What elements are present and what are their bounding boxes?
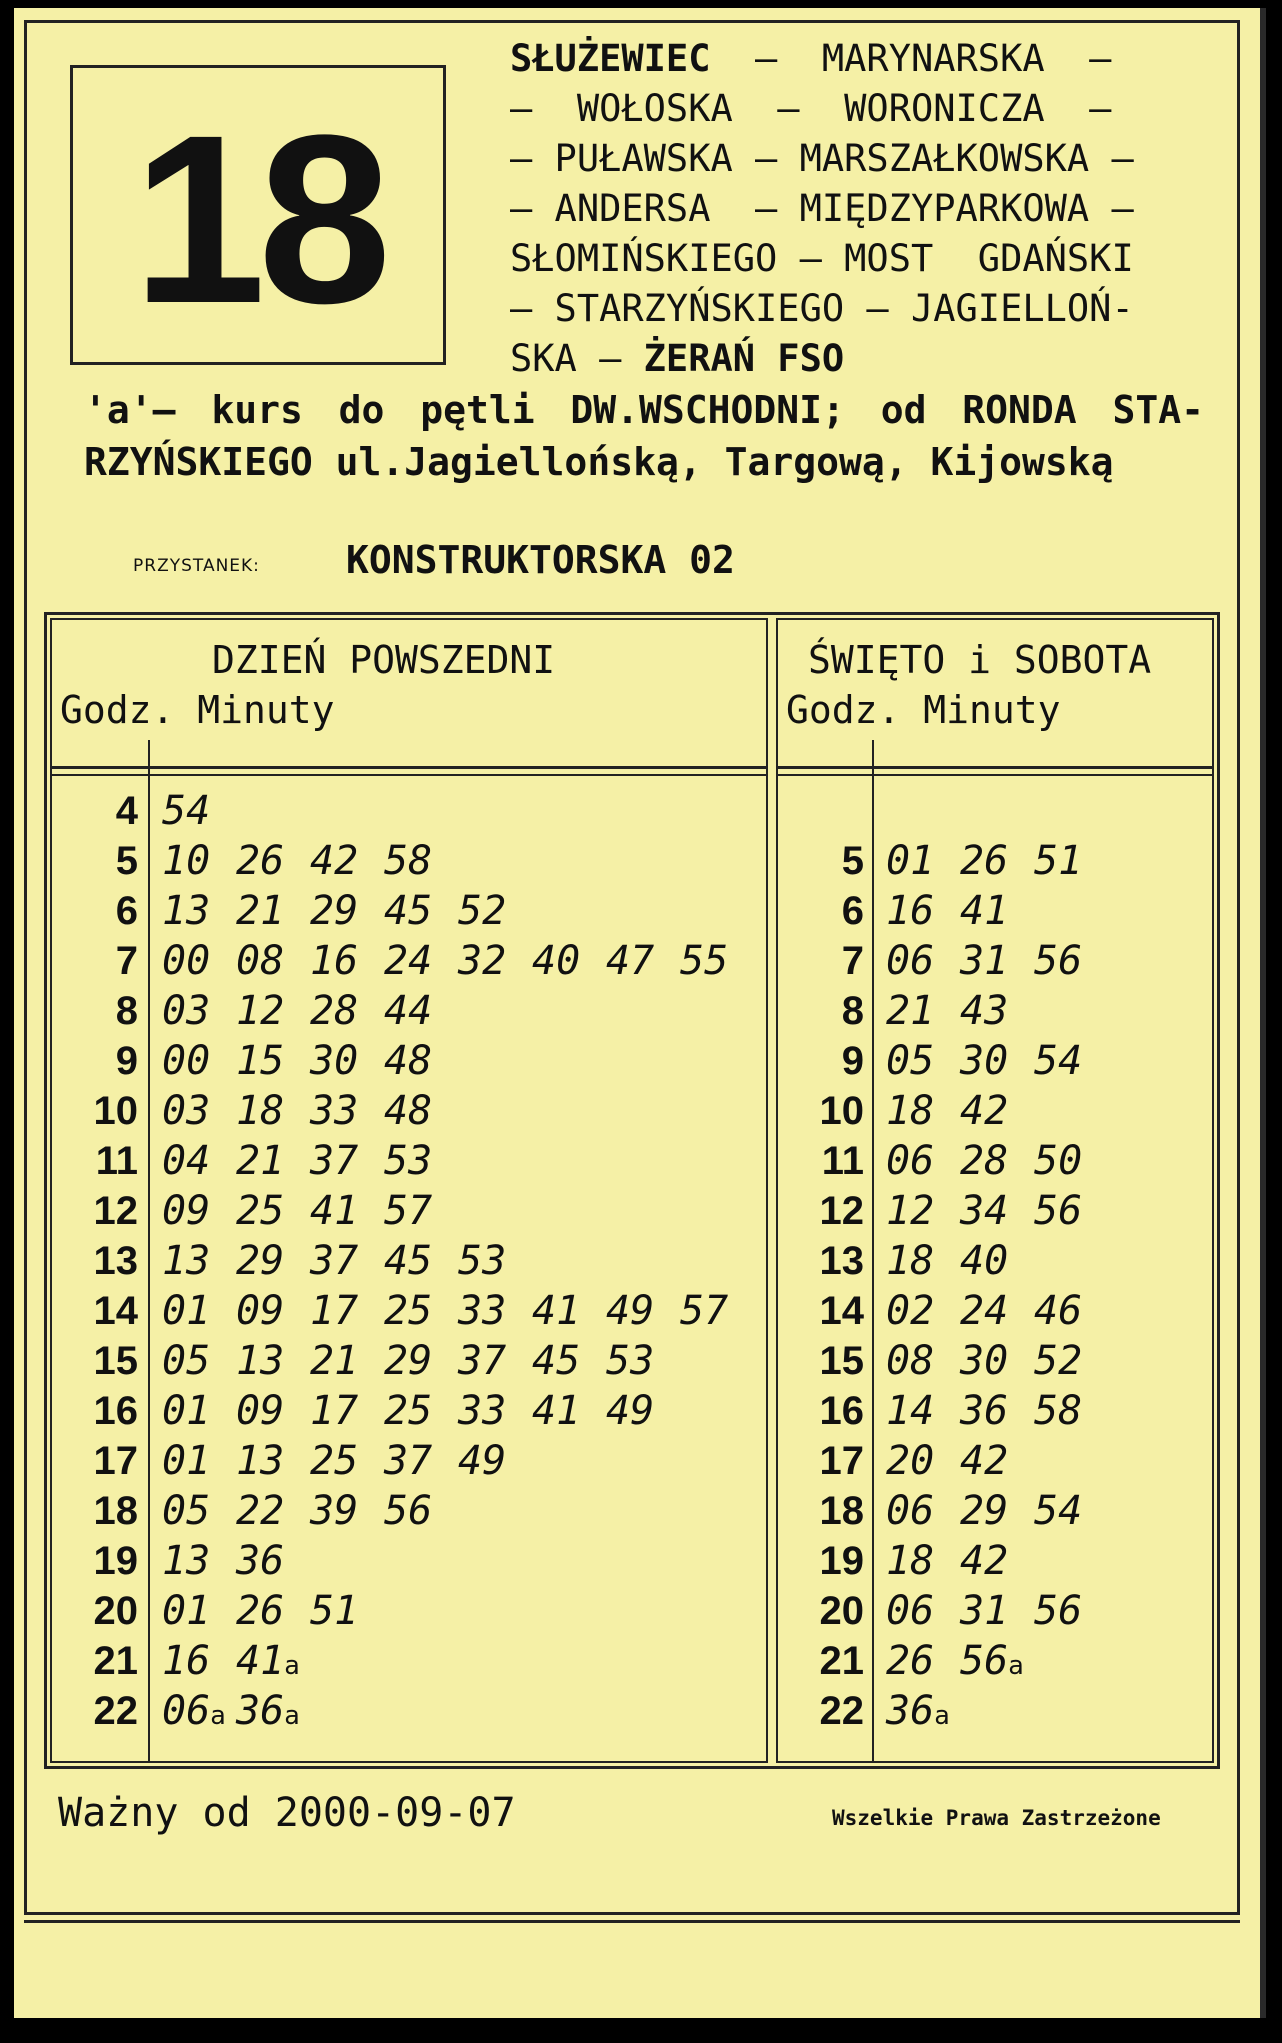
timetable-row	[778, 1034, 1212, 1084]
departure-minute: 26	[236, 1588, 285, 1634]
departure-minute: 06	[886, 1138, 935, 1184]
hour-cell: 15	[819, 1339, 864, 1383]
hour-cell: 12	[819, 1189, 864, 1233]
departure-minute: 05	[886, 1038, 935, 1084]
timetable-row	[778, 1334, 1212, 1384]
departure-minute: 42	[960, 1538, 1009, 1584]
minutes-cell	[886, 1286, 1108, 1336]
departure-minute: 30	[310, 1038, 359, 1084]
departure-minute: 21	[236, 1138, 285, 1184]
timetable-row	[52, 1634, 766, 1684]
rights-notice: Wszelkie Prawa Zastrzeżone	[832, 1806, 1161, 1830]
hour-cell: 10	[93, 1089, 138, 1133]
departure-minute: 09	[236, 1388, 285, 1434]
hour-cell: 18	[93, 1489, 138, 1533]
holiday-subheader: Godz. Minuty	[786, 688, 1061, 732]
departure-minute: 36a	[236, 1688, 300, 1734]
departure-minute: 42	[960, 1438, 1009, 1484]
route-line: SŁOMIŃSKIEGO – MOST GDAŃSKI	[510, 237, 1134, 280]
hour-cell: 18	[819, 1489, 864, 1533]
timetable-row	[778, 1534, 1212, 1584]
minutes-cell	[886, 1336, 1108, 1386]
departure-minute: 28	[960, 1138, 1009, 1184]
departure-minute: 47	[606, 938, 655, 984]
departure-minute: 13	[162, 1538, 211, 1584]
sheet-bottom-line	[24, 1920, 1240, 1923]
route-line: – PUŁAWSKA – MARSZAŁKOWSKA –	[510, 137, 1134, 180]
departure-minute: 56	[1034, 1588, 1083, 1634]
minutes-cell	[162, 1536, 310, 1586]
minutes-cell	[886, 1086, 1034, 1136]
departure-minute: 00	[162, 938, 211, 984]
timetable-row	[52, 1134, 766, 1184]
minutes-cell	[886, 886, 1034, 936]
departure-minute: 08	[886, 1338, 935, 1384]
timetable-row	[52, 1534, 766, 1584]
timetable-row	[52, 984, 766, 1034]
departure-minute: 36	[960, 1388, 1009, 1434]
timetable-row	[52, 1184, 766, 1234]
departure-minute: 26	[236, 838, 285, 884]
departure-minute: 26	[960, 838, 1009, 884]
departure-minute: 31	[960, 938, 1009, 984]
departure-minute: 46	[1034, 1288, 1083, 1334]
departure-minute: 41	[960, 888, 1009, 934]
timetable-row	[778, 834, 1212, 884]
departure-minute: 51	[1034, 838, 1083, 884]
minutes-cell	[162, 1286, 754, 1336]
hour-cell: 7	[841, 939, 864, 983]
header-divider	[778, 774, 1212, 776]
departure-minute: 12	[886, 1188, 935, 1234]
departure-minute: 49	[606, 1388, 655, 1434]
departure-minute: 41	[310, 1188, 359, 1234]
route-number-box	[70, 65, 446, 365]
hour-cell: 22	[93, 1689, 138, 1733]
departure-minute: 01	[162, 1388, 211, 1434]
timetable-row	[52, 1384, 766, 1434]
departure-minute: 01	[162, 1288, 211, 1334]
timetable-row	[778, 1084, 1212, 1134]
departure-minute: 41	[532, 1388, 581, 1434]
departure-minute: 42	[310, 838, 359, 884]
timetable-row	[52, 1684, 766, 1734]
departure-minute: 56	[1034, 938, 1083, 984]
departure-minute: 17	[310, 1288, 359, 1334]
hour-cell: 5	[841, 839, 864, 883]
timetable-row	[778, 1184, 1212, 1234]
departure-minute: 28	[310, 988, 359, 1034]
departure-minute: 10	[162, 838, 211, 884]
departure-minute: 36	[236, 1538, 285, 1584]
departure-minute: 41a	[236, 1638, 300, 1684]
minutes-cell	[162, 1336, 680, 1386]
minutes-cell	[162, 886, 532, 936]
departure-minute: 21	[236, 888, 285, 934]
departure-minute: 34	[960, 1188, 1009, 1234]
minutes-cell	[886, 1636, 1034, 1691]
minutes-cell	[162, 836, 458, 886]
departure-minute: 50	[1034, 1138, 1083, 1184]
departure-minute: 56	[1034, 1188, 1083, 1234]
hour-cell: 8	[841, 989, 864, 1033]
hour-cell: 19	[819, 1539, 864, 1583]
timetable-row	[778, 1634, 1212, 1684]
route-line: SŁUŻEWIEC – MARYNARSKA –	[510, 37, 1112, 80]
hour-cell: 6	[115, 889, 138, 933]
timetable-row	[52, 1034, 766, 1084]
header-divider	[52, 774, 766, 776]
departure-minute: 06	[886, 1488, 935, 1534]
hour-cell: 11	[821, 1139, 864, 1183]
minutes-cell	[886, 836, 1108, 886]
departure-minute: 03	[162, 988, 211, 1034]
timetable-row	[52, 1484, 766, 1534]
departure-minute: 32	[458, 938, 507, 984]
departure-minute: 53	[458, 1238, 507, 1284]
minutes-cell	[886, 1386, 1108, 1436]
holiday-title: ŚWIĘTO i SOBOTA	[808, 638, 1152, 682]
departure-minute: 33	[310, 1088, 359, 1134]
departure-minute: 24	[384, 938, 433, 984]
departure-minute: 13	[162, 1238, 211, 1284]
departure-minute: 36a	[886, 1688, 950, 1734]
departure-minute: 21	[310, 1338, 359, 1384]
minutes-cell	[162, 1386, 680, 1436]
departure-minute: 48	[384, 1038, 433, 1084]
departure-minute: 37	[310, 1238, 359, 1284]
departure-minute: 13	[236, 1438, 285, 1484]
minutes-cell	[162, 1036, 458, 1086]
departure-minute: 20	[886, 1438, 935, 1484]
timetable-row	[52, 784, 766, 834]
minutes-cell	[162, 1436, 532, 1486]
departure-minute: 56	[384, 1488, 433, 1534]
hour-cell: 8	[115, 989, 138, 1033]
departure-minute: 21	[886, 988, 935, 1034]
timetable-row	[52, 1584, 766, 1634]
route-description	[510, 34, 1210, 384]
departure-minute: 05	[162, 1488, 211, 1534]
departure-minute: 09	[236, 1288, 285, 1334]
departure-minute: 31	[960, 1588, 1009, 1634]
minutes-cell	[886, 1486, 1108, 1536]
timetable-row	[778, 984, 1212, 1034]
departure-minute: 16	[886, 888, 935, 934]
minutes-cell	[162, 1636, 310, 1691]
departure-minute: 45	[384, 888, 433, 934]
hour-cell: 21	[819, 1639, 864, 1683]
hour-cell: 20	[819, 1589, 864, 1633]
departure-minute: 25	[236, 1188, 285, 1234]
departure-minute: 45	[384, 1238, 433, 1284]
departure-minute: 01	[162, 1438, 211, 1484]
minutes-cell	[886, 1536, 1034, 1586]
hour-cell: 20	[93, 1589, 138, 1633]
hour-cell: 5	[115, 839, 138, 883]
departure-minute: 25	[384, 1288, 433, 1334]
departure-minute: 45	[532, 1338, 581, 1384]
timetable-row	[52, 834, 766, 884]
departure-minute: 16	[162, 1638, 211, 1684]
timetable-row	[778, 1234, 1212, 1284]
holiday-rows	[778, 784, 1212, 1734]
departure-minute: 54	[162, 788, 211, 834]
minutes-cell	[886, 1236, 1034, 1286]
departure-minute: 16	[310, 938, 359, 984]
minutes-cell	[162, 1686, 310, 1741]
departure-minute: 14	[886, 1388, 935, 1434]
hour-cell: 16	[93, 1389, 138, 1433]
departure-minute: 05	[162, 1338, 211, 1384]
timetable-row	[778, 784, 1212, 834]
departure-minute: 49	[458, 1438, 507, 1484]
hour-cell: 13	[93, 1239, 138, 1283]
departure-minute: 15	[236, 1038, 285, 1084]
departure-minute: 09	[162, 1188, 211, 1234]
route-line: SKA – ŻERAŃ FSO	[510, 337, 845, 380]
departure-minute: 33	[458, 1388, 507, 1434]
hour-cell: 17	[93, 1439, 138, 1483]
hour-cell: 7	[115, 939, 138, 983]
departure-minute: 54	[1034, 1488, 1083, 1534]
departure-minute: 24	[960, 1288, 1009, 1334]
departure-minute: 51	[310, 1588, 359, 1634]
route-note-line-1: 'a'– kurs do pętli DW.WSCHODNI; od RONDA STA-	[84, 388, 1204, 432]
departure-minute: 44	[384, 988, 433, 1034]
departure-minute: 13	[236, 1338, 285, 1384]
minutes-cell	[886, 1136, 1108, 1186]
timetable-row	[778, 1384, 1212, 1434]
hour-cell: 19	[93, 1539, 138, 1583]
departure-minute: 06	[886, 1588, 935, 1634]
header-divider	[778, 766, 1212, 769]
weekday-title: DZIEŃ POWSZEDNI	[212, 638, 556, 682]
minutes-cell	[886, 1436, 1034, 1486]
timetable-row	[778, 1684, 1212, 1734]
minutes-cell	[886, 1036, 1108, 1086]
weekday-rows	[52, 784, 766, 1734]
hour-cell: 12	[93, 1189, 138, 1233]
departure-minute: 01	[886, 838, 935, 884]
departure-minute: 48	[384, 1088, 433, 1134]
departure-minute: 26	[886, 1638, 935, 1684]
timetable-row	[52, 1334, 766, 1384]
departure-minute: 18	[886, 1538, 935, 1584]
departure-minute: 13	[162, 888, 211, 934]
departure-minute: 00	[162, 1038, 211, 1084]
departure-minute: 57	[680, 1288, 729, 1334]
departure-minute: 43	[960, 988, 1009, 1034]
minutes-cell	[886, 1686, 960, 1741]
minutes-cell	[886, 986, 1034, 1036]
hour-cell: 4	[115, 789, 138, 833]
departure-minute: 40	[960, 1238, 1009, 1284]
hour-cell: 9	[115, 1039, 138, 1083]
hour-cell: 14	[93, 1289, 138, 1333]
departure-minute: 29	[960, 1488, 1009, 1534]
departure-minute: 29	[384, 1338, 433, 1384]
timetable-row	[778, 1484, 1212, 1534]
minutes-cell	[162, 786, 236, 836]
departure-minute: 18	[886, 1238, 935, 1284]
departure-minute: 06a	[162, 1688, 226, 1734]
departure-minute: 04	[162, 1138, 211, 1184]
departure-minute: 49	[606, 1288, 655, 1334]
departure-minute: 54	[1034, 1038, 1083, 1084]
minutes-cell	[886, 936, 1108, 986]
minutes-cell	[886, 1186, 1108, 1236]
minutes-cell	[162, 1136, 458, 1186]
departure-minute: 58	[384, 838, 433, 884]
departure-minute: 53	[384, 1138, 433, 1184]
timetable-row	[52, 934, 766, 984]
route-line: – STARZYŃSKIEGO – JAGIELLOŃ-	[510, 287, 1134, 330]
departure-minute: 30	[960, 1038, 1009, 1084]
timetable-row	[52, 884, 766, 934]
stop-label: PRZYSTANEK:	[133, 556, 260, 576]
timetable-row	[778, 1584, 1212, 1634]
departure-minute: 52	[458, 888, 507, 934]
header-divider	[52, 766, 766, 769]
departure-minute: 25	[384, 1388, 433, 1434]
route-note-line-2: RZYŃSKIEGO ul.Jagiellońską, Targową, Kijowską	[84, 440, 1114, 484]
departure-minute: 41	[532, 1288, 581, 1334]
departure-minute: 12	[236, 988, 285, 1034]
departure-minute: 25	[310, 1438, 359, 1484]
departure-minute: 56a	[960, 1638, 1024, 1684]
timetable-row	[778, 884, 1212, 934]
minutes-cell	[162, 1186, 458, 1236]
departure-minute: 30	[960, 1338, 1009, 1384]
weekday-subheader: Godz. Minuty	[60, 688, 335, 732]
route-note	[84, 384, 1204, 488]
hour-cell: 17	[819, 1439, 864, 1483]
route-number: 18	[132, 85, 384, 353]
valid-from-date: Ważny od 2000-09-07	[58, 1790, 516, 1836]
departure-minute: 08	[236, 938, 285, 984]
timetable-row	[778, 1134, 1212, 1184]
hour-cell: 11	[95, 1139, 138, 1183]
departure-minute: 42	[960, 1088, 1009, 1134]
departure-minute: 39	[310, 1488, 359, 1534]
departure-minute: 33	[458, 1288, 507, 1334]
departure-minute: 40	[532, 938, 581, 984]
departure-minute: 18	[886, 1088, 935, 1134]
departure-minute: 01	[162, 1588, 211, 1634]
hour-cell: 22	[819, 1689, 864, 1733]
minutes-cell	[162, 986, 458, 1036]
departure-minute: 29	[310, 888, 359, 934]
hour-cell: 10	[819, 1089, 864, 1133]
departure-minute: 55	[680, 938, 729, 984]
departure-minute: 37	[384, 1438, 433, 1484]
departure-minute: 37	[458, 1338, 507, 1384]
departure-minute: 18	[236, 1088, 285, 1134]
timetable-row	[52, 1284, 766, 1334]
departure-minute: 02	[886, 1288, 935, 1334]
hour-cell: 15	[93, 1339, 138, 1383]
minutes-cell	[162, 1586, 384, 1636]
hour-cell: 21	[93, 1639, 138, 1683]
holiday-panel	[776, 618, 1214, 1763]
departure-minute: 17	[310, 1388, 359, 1434]
hour-cell: 16	[819, 1389, 864, 1433]
minutes-cell	[162, 936, 754, 986]
hour-cell: 14	[819, 1289, 864, 1333]
timetable-row	[778, 934, 1212, 984]
departure-minute: 29	[236, 1238, 285, 1284]
departure-minute: 58	[1034, 1388, 1083, 1434]
minutes-cell	[886, 1586, 1108, 1636]
departure-minute: 52	[1034, 1338, 1083, 1384]
minutes-cell	[162, 1236, 532, 1286]
hour-cell: 9	[841, 1039, 864, 1083]
minutes-cell	[162, 1086, 458, 1136]
departure-minute: 22	[236, 1488, 285, 1534]
hour-cell: 13	[819, 1239, 864, 1283]
minutes-cell	[162, 1486, 458, 1536]
route-line: – WOŁOSKA – WORONICZA –	[510, 87, 1112, 130]
timetable-row	[778, 1284, 1212, 1334]
route-line: – ANDERSA – MIĘDZYPARKOWA –	[510, 187, 1134, 230]
timetable-row	[52, 1084, 766, 1134]
weekday-panel	[50, 618, 768, 1763]
timetable-row	[52, 1234, 766, 1284]
departure-minute: 06	[886, 938, 935, 984]
timetable-row	[778, 1434, 1212, 1484]
hour-cell: 6	[841, 889, 864, 933]
departure-minute: 37	[310, 1138, 359, 1184]
stop-name: KONSTRUKTORSKA 02	[346, 538, 735, 582]
departure-minute: 03	[162, 1088, 211, 1134]
timetable-row	[52, 1434, 766, 1484]
departure-minute: 53	[606, 1338, 655, 1384]
departure-minute: 57	[384, 1188, 433, 1234]
